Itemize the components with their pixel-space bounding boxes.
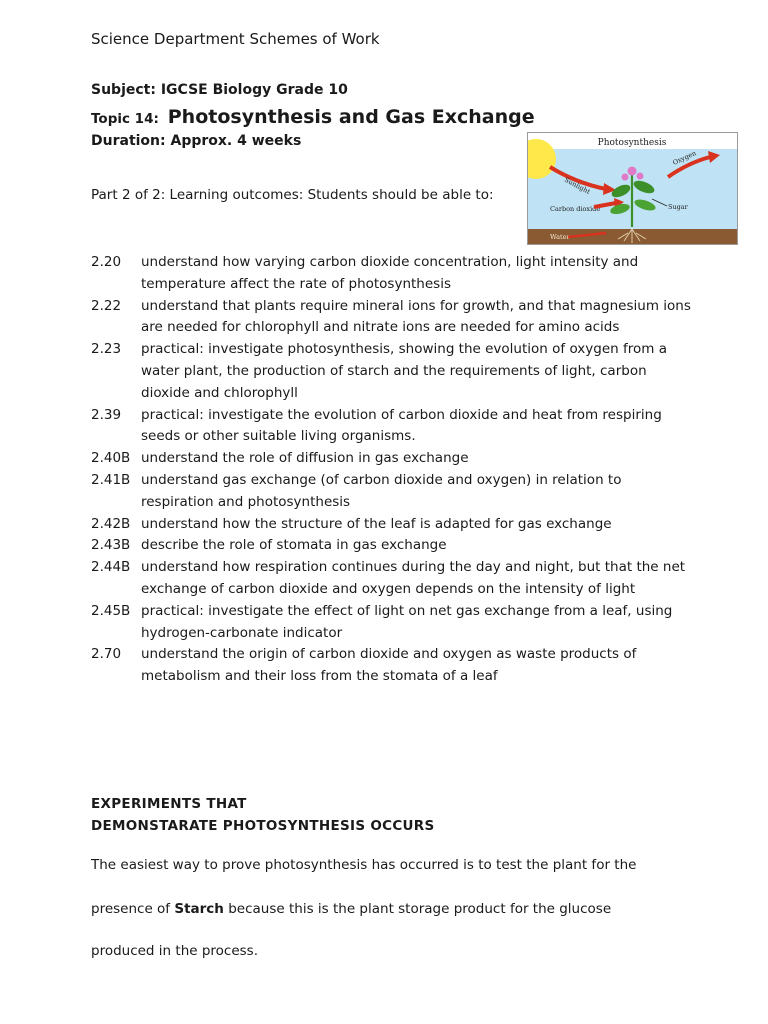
outcome-text: practical: investigate the evolution of carbon dioxide and heat from respiring seeds or other suitable living organisms. <box>141 406 662 445</box>
experiments-paragraph <box>91 901 611 917</box>
outcome-item <box>91 296 691 340</box>
outcome-text: understand gas exchange (of carbon dioxide and oxygen) in relation to respiration and photosynthesis <box>141 471 622 510</box>
outcome-text: understand that plants require mineral ions for growth, and that magnesium ions are needed for chlorophyll and nitrate ions are needed for amino acids <box>141 297 691 336</box>
experiments-heading-line: EXPERIMENTS THAT <box>91 796 247 812</box>
outcome-item <box>91 535 691 557</box>
outcome-item <box>91 405 691 449</box>
oxygen-label: Oxygen <box>671 149 698 167</box>
outcome-item <box>91 601 691 645</box>
starch-term: Starch <box>174 901 224 917</box>
outcome-code: 2.41B <box>91 471 131 488</box>
outcome-text: practical: investigate photosynthesis, showing the evolution of oxygen from a water plant, the production of starch and the requirements of light, carbon dioxide and chlorophyll <box>141 341 667 401</box>
outcome-text: understand the origin of carbon dioxide and oxygen as waste products of metabolism and their loss from the stomata of a leaf <box>141 646 637 685</box>
paragraph-text: presence of <box>91 901 175 917</box>
photosynthesis-figure <box>527 132 738 245</box>
sugar-label: Sugar <box>668 203 688 211</box>
outcome-code: 2.70 <box>91 646 122 663</box>
experiments-paragraph: produced in the process. <box>91 943 259 959</box>
outcome-code: 2.43B <box>91 537 131 554</box>
outcome-text: practical: investigate the effect of light on net gas exchange from a leaf, using hydrogen-carbonate indicator <box>141 602 673 641</box>
photosynthesis-diagram <box>528 133 737 244</box>
outcome-code: 2.45B <box>91 602 131 619</box>
outcome-item <box>91 470 691 514</box>
experiments-heading <box>91 793 435 837</box>
outcome-code: 2.42B <box>91 515 131 532</box>
outcome-code: 2.22 <box>91 297 122 314</box>
flower-icon <box>637 173 644 180</box>
outcome-text: understand how the structure of the leaf is adapted for gas exchange <box>141 515 612 532</box>
outcome-code: 2.40B <box>91 450 131 467</box>
carbon-dioxide-label: Carbon dioxide <box>550 205 601 213</box>
topic-title: Photosynthesis and Gas Exchange <box>167 106 535 128</box>
water-label: Water <box>550 233 570 241</box>
subject-line: Subject: IGCSE Biology Grade 10 <box>91 82 348 98</box>
outcome-code: 2.20 <box>91 254 122 270</box>
outcome-text: understand the role of diffusion in gas exchange <box>141 450 469 467</box>
experiments-paragraph: The easiest way to prove photosynthesis has occurred is to test the plant for the <box>91 857 637 873</box>
duration-line: Duration: Approx. 4 weeks <box>91 133 302 149</box>
outcome-text: understand how varying carbon dioxide concentration, light intensity and temperature affect the rate of photosynthesis <box>141 254 639 292</box>
experiments-heading-line: DEMONSTARATE PHOTOSYNTHESIS OCCURS <box>91 818 435 834</box>
outcome-item <box>91 339 691 404</box>
outcome-item <box>91 448 691 470</box>
topic-line <box>91 106 535 128</box>
outcome-item <box>91 514 691 536</box>
learning-outcomes-list <box>91 252 691 688</box>
outcome-code: 2.23 <box>91 341 122 358</box>
topic-label: Topic 14: <box>91 111 159 127</box>
figure-title: Photosynthesis <box>597 138 667 148</box>
flower-icon <box>628 167 637 176</box>
flower-icon <box>622 174 629 181</box>
outcome-item <box>91 252 691 296</box>
outcome-item <box>91 557 691 601</box>
outcome-code: 2.39 <box>91 406 122 423</box>
outcome-item <box>91 644 691 688</box>
outcome-text: understand how respiration continues during the day and night, but that the net exchange of carbon dioxide and oxygen depends on the intensity of light <box>141 559 686 597</box>
document-header: Science Department Schemes of Work <box>91 30 380 48</box>
outcome-text: describe the role of stomata in gas exchange <box>141 537 447 554</box>
learning-outcomes-intro: Part 2 of 2: Learning outcomes: Students should be able to: <box>91 187 494 203</box>
paragraph-text: because this is the plant storage product for the glucose <box>223 901 612 917</box>
sunlight-label: Sunlight <box>563 175 592 196</box>
outcome-code: 2.44B <box>91 559 131 576</box>
